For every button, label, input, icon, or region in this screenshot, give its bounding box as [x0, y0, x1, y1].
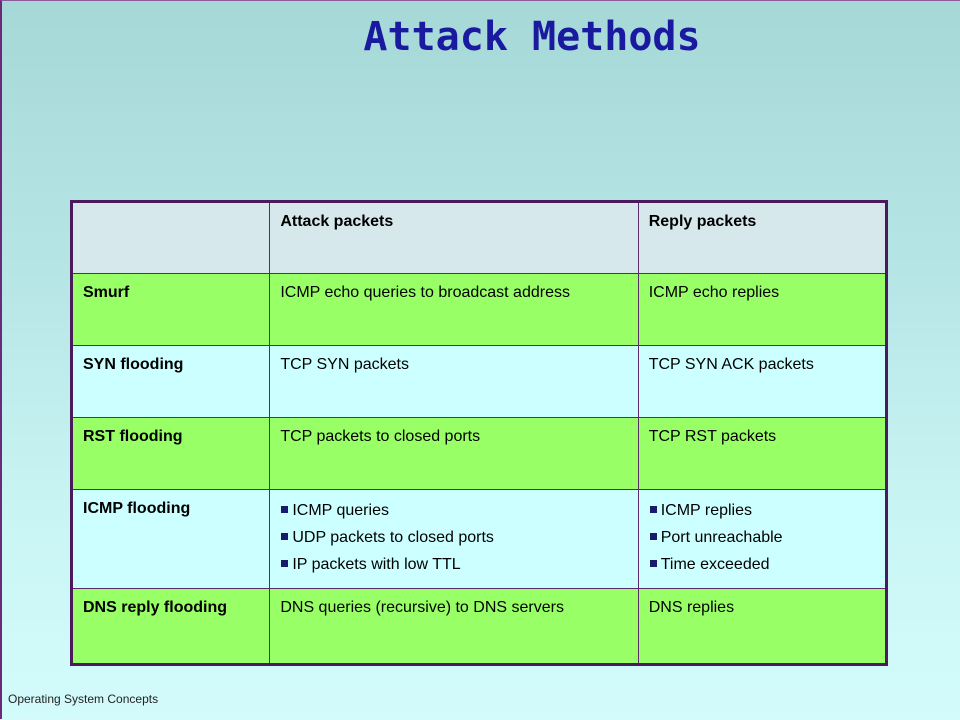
table-header-row	[72, 202, 887, 274]
attack-packets-cell: TCP SYN packets	[270, 346, 638, 418]
attack-packets-cell: DNS queries (recursive) to DNS servers	[270, 589, 638, 665]
list-item: IP packets with low TTL	[292, 551, 627, 578]
table-row-rst-flooding	[72, 418, 887, 490]
attack-methods-table	[70, 200, 888, 666]
attack-name-cell: SYN flooding	[72, 346, 270, 418]
attack-packets-list	[280, 497, 627, 578]
list-item: ICMP queries	[292, 497, 627, 524]
list-item: Port unreachable	[661, 524, 875, 551]
attack-name-cell: ICMP flooding	[72, 490, 270, 589]
table-row-smurf	[72, 274, 887, 346]
attack-name-cell: DNS reply flooding	[72, 589, 270, 665]
table-row-syn-flooding	[72, 346, 887, 418]
table-row-dns-reply-flooding	[72, 589, 887, 665]
header-cell-attack-packets: Attack packets	[270, 202, 638, 274]
list-item: UDP packets to closed ports	[292, 524, 627, 551]
attack-packets-cell: ICMP echo queries to broadcast address	[270, 274, 638, 346]
reply-packets-cell: ICMP echo replies	[638, 274, 886, 346]
list-item: ICMP replies	[661, 497, 875, 524]
attack-name-cell: Smurf	[72, 274, 270, 346]
header-cell-reply-packets: Reply packets	[638, 202, 886, 274]
attack-name-cell: RST flooding	[72, 418, 270, 490]
list-item: Time exceeded	[661, 551, 875, 578]
reply-packets-cell: TCP RST packets	[638, 418, 886, 490]
reply-packets-cell: TCP SYN ACK packets	[638, 346, 886, 418]
table-row-icmp-flooding	[72, 490, 887, 589]
reply-packets-list	[649, 497, 875, 578]
header-cell-empty	[72, 202, 270, 274]
attack-packets-cell	[270, 490, 638, 589]
slide-footer: Operating System Concepts	[8, 692, 159, 706]
reply-packets-cell: DNS replies	[638, 589, 886, 665]
slide-title: Attack Methods	[363, 14, 701, 60]
reply-packets-cell	[638, 490, 886, 589]
attack-packets-cell: TCP packets to closed ports	[270, 418, 638, 490]
